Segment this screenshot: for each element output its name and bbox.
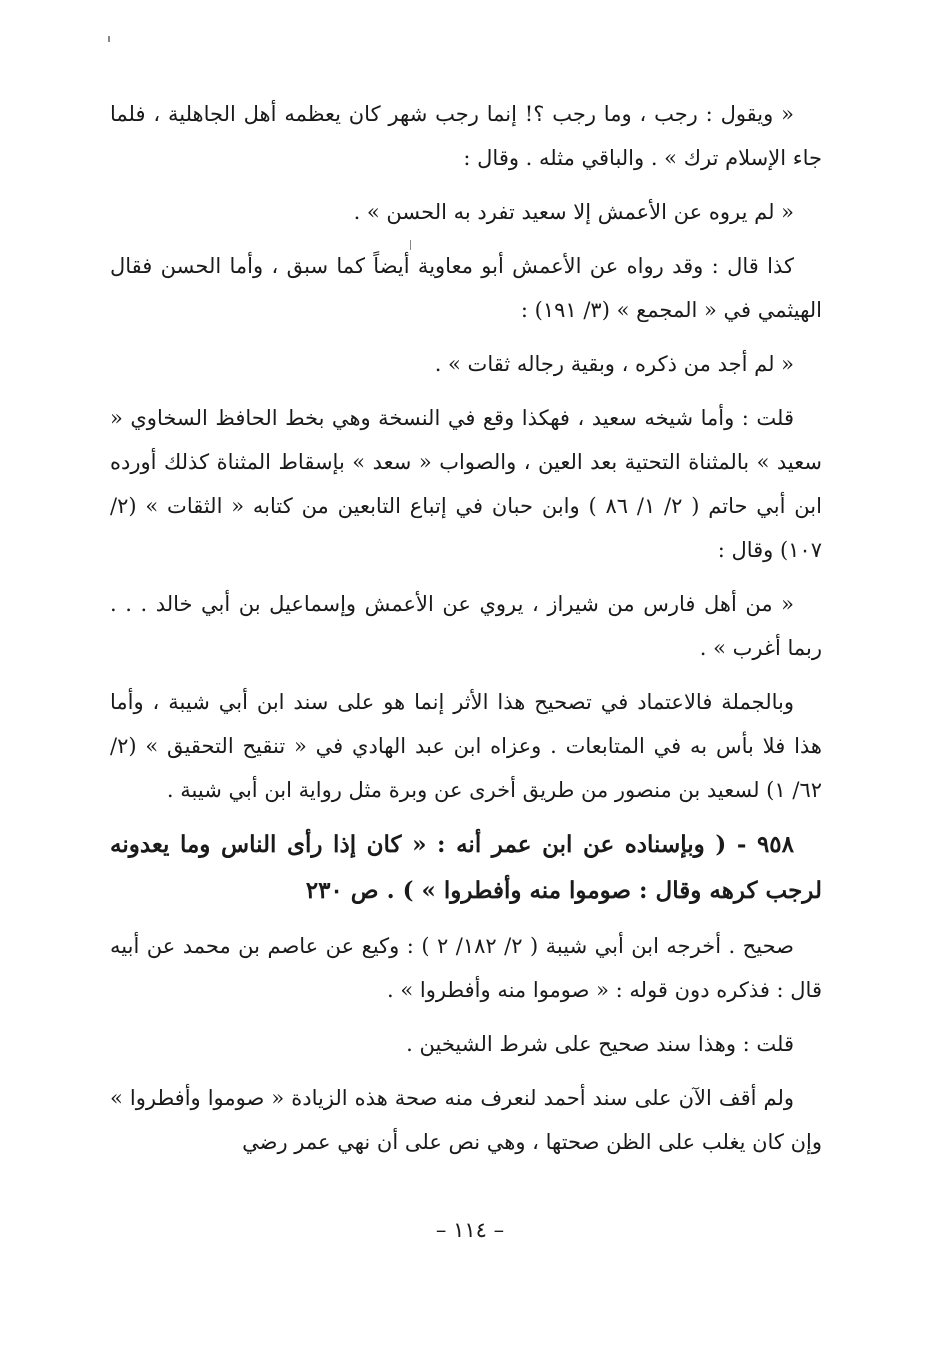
page-body xyxy=(110,92,822,1174)
scan-speck xyxy=(108,36,110,42)
paragraph-conclusion: وبالجملة فالاعتماد في تصحيح هذا الأثر إنما هو على سند ابن أبي شيبة ، وأما هذا فلا بأس به في المتابعات . وعزاه ابن عبد الهادي في « تنقيح التحقيق » (٢/ ٦٢/ ١) لسعيد بن منصور من طريق أخرى عن وبرة مثل رواية ابن أبي شيبة . xyxy=(110,690,822,802)
paragraph-quote-thiqat: « لم أجد من ذكره ، وبقية رجاله ثقات » . xyxy=(434,352,794,376)
paragraph-quote-faris: « من أهل فارس من شيراز ، يروي عن الأعمش وإسماعيل بن أبي خالد . . . ربما أغرب » . xyxy=(110,592,822,660)
paragraph-ziyada: ولم أقف الآن على سند أحمد لنعرف منه صحة هذه الزيادة « صوموا وأفطروا » وإن كان يغلب على الظن صحتها ، وهي نص على أن نهي عمر رضي xyxy=(110,1086,822,1154)
paragraph-rajab-saying: « ويقول : رجب ، وما رجب ؟! إنما رجب شهر كان يعظمه أهل الجاهلية ، فلما جاء الإسلام ترك » . والباقي مثله . وقال : xyxy=(110,102,822,170)
page-number: – ١١٤ – xyxy=(435,1218,505,1242)
paragraph-sanad-sahih: قلت : وهذا سند صحيح على شرط الشيخين . xyxy=(406,1032,794,1056)
paragraph-takhrij: صحيح . أخرجه ابن أبي شيبة ( ٢/ ١٨٢/ ٢ ) : وكيع عن عاصم بن محمد عن أبيه قال : فذكره دون قوله : « صوموا منه وأفطروا » . xyxy=(110,934,822,1002)
paragraph-haythami: كذا قال : وقد رواه عن الأعمش أبو معاوية أيضاً كما سبق ، وأما الحسن فقال الهيثمي في « المجمع » (٣/ ١٩١) : xyxy=(110,254,822,322)
hadith-958: ٩٥٨ - ( وبإسناده عن ابن عمر أنه : « كان إذا رأى الناس وما يعدونه لرجب كرهه وقال : صوموا منه وأفطروا » ) . ص ٢٣٠ xyxy=(110,831,822,904)
scan-speck xyxy=(410,240,411,250)
paragraph-shaykh-said: قلت : وأما شيخه سعيد ، فهكذا وقع في النسخة وهي بخط الحافظ السخاوي « سعيد » بالمثناة التحتية بعد العين ، والصواب « سعد » بإسقاط المثناة كذلك أورده ابن أبي حاتم ( ٢/ ١/ ٨٦ ) وابن حبان في إتباع التابعين من كتابه « الثقات » (٢/ ١٠٧) وقال : xyxy=(110,406,822,562)
paragraph-quote-alamash: « لم يروه عن الأعمش إلا سعيد تفرد به الحسن » . xyxy=(353,200,794,224)
